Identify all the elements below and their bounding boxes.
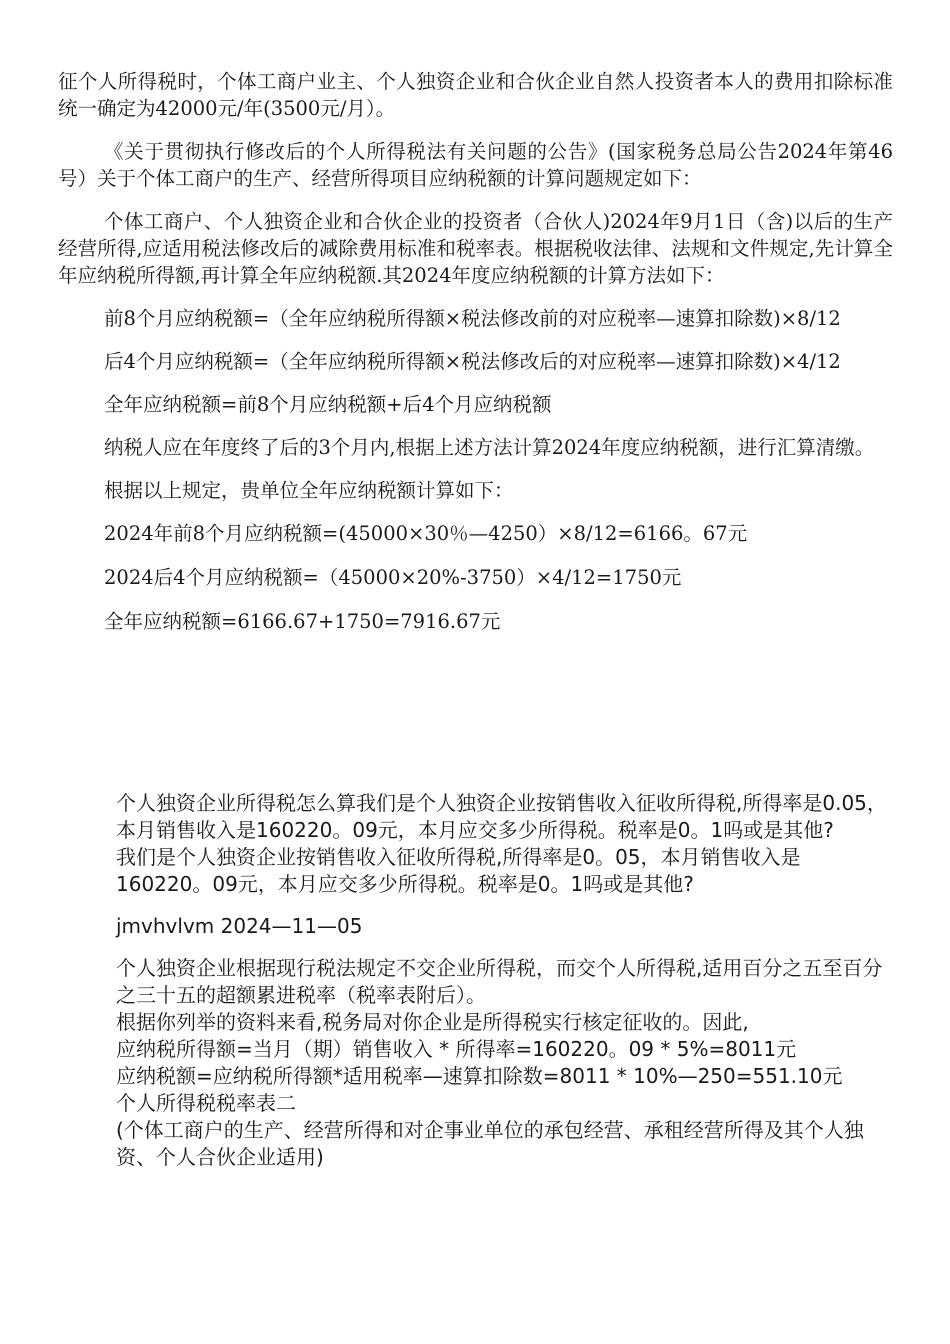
calc-last-4-months: 2024后4个月应纳税额=（45000×20%-3750）×4/12=1750元: [104, 566, 682, 589]
paragraph-announcement-reference: 《关于贯彻执行修改后的个人所得税法有关问题的公告》(国家税务总局公告2024年第46号）关于个体工商户的生产、经营所得项目应纳税额的计算问题规定如下：: [58, 140, 893, 190]
calc-first-8-months: 2024年前8个月应纳税额=(45000×30％—4250）×8/12=6166。67元: [104, 522, 748, 545]
paragraph-settlement: 纳税人应在年度终了后的3个月内,根据上述方法计算2024年度应纳税额，进行汇算清缴。: [104, 436, 875, 459]
formula-first-8-months: 前8个月应纳税额=（全年应纳税所得额×税法修改前的对应税率—速算扣除数)×8/12: [104, 307, 841, 330]
paragraph-calculation-intro: 根据以上规定，贵单位全年应纳税额计算如下：: [104, 479, 514, 502]
answer-intro: 个人独资企业根据现行税法规定不交企业所得税，而交个人所得税,适用百分之五至百分之三十五的超额累进税率（税率表附后）。: [116, 956, 883, 1007]
paragraph-deduction-standard: 征个人所得税时，个体工商户业主、个人独资企业和合伙企业自然人投资者本人的费用扣除标准统一确定为42000元/年(3500元/月）。: [58, 70, 893, 120]
serif-text-section: [58, 68, 893, 652]
question-body: 我们是个人独资企业按销售收入征收所得税,所得率是0。05，本月销售收入是160220。09元，本月应交多少所得税。税率是0。1吗或是其他?: [116, 845, 801, 896]
qa-section: [116, 790, 892, 1171]
author-date: jmvhvlvm 2024—11—05: [116, 914, 363, 938]
question-title: 个人独资企业所得税怎么算我们是个人独资企业按销售收入征收所得税,所得率是0.05，本月销售收入是160220。09元，本月应交多少所得税。税率是0。1吗或是其他?: [116, 791, 887, 842]
answer-taxable-income: 应纳税所得额=当月（期）销售收入 * 所得率=160220。09 * 5%=8011元: [116, 1037, 797, 1061]
answer-tax-amount: 应纳税额=应纳税所得额*适用税率—速算扣除数=8011 * 10%—250=551.10元: [116, 1064, 843, 1088]
calc-annual-total: 全年应纳税额=6166.67+1750=7916.67元: [104, 610, 501, 633]
tax-table-subtitle: (个体工商户的生产、经营所得和对企事业单位的承包经营、承租经营所得及其个人独资、个人合伙企业适用): [116, 1118, 864, 1169]
tax-table-title: 个人所得税税率表二: [116, 1091, 296, 1115]
formula-last-4-months: 后4个月应纳税额=（全年应纳税所得额×税法修改后的对应税率—速算扣除数)×4/12: [104, 350, 841, 373]
formula-annual-total: 全年应纳税额=前8个月应纳税额+后4个月应纳税额: [104, 393, 552, 416]
paragraph-calculation-rules: 个体工商户、个人独资企业和合伙企业的投资者（合伙人)2024年9月1日（含)以后的生产经营所得,应适用税法修改后的减除费用标准和税率表。根据税收法律、法规和文件规定,先计算全年应纳税所得额,再计算全年应纳税额.其2024年度应纳税额的计算方法如下：: [58, 210, 893, 287]
answer-assessment: 根据你列举的资料来看,税务局对你企业是所得税实行核定征收的。因此,: [116, 1010, 749, 1034]
